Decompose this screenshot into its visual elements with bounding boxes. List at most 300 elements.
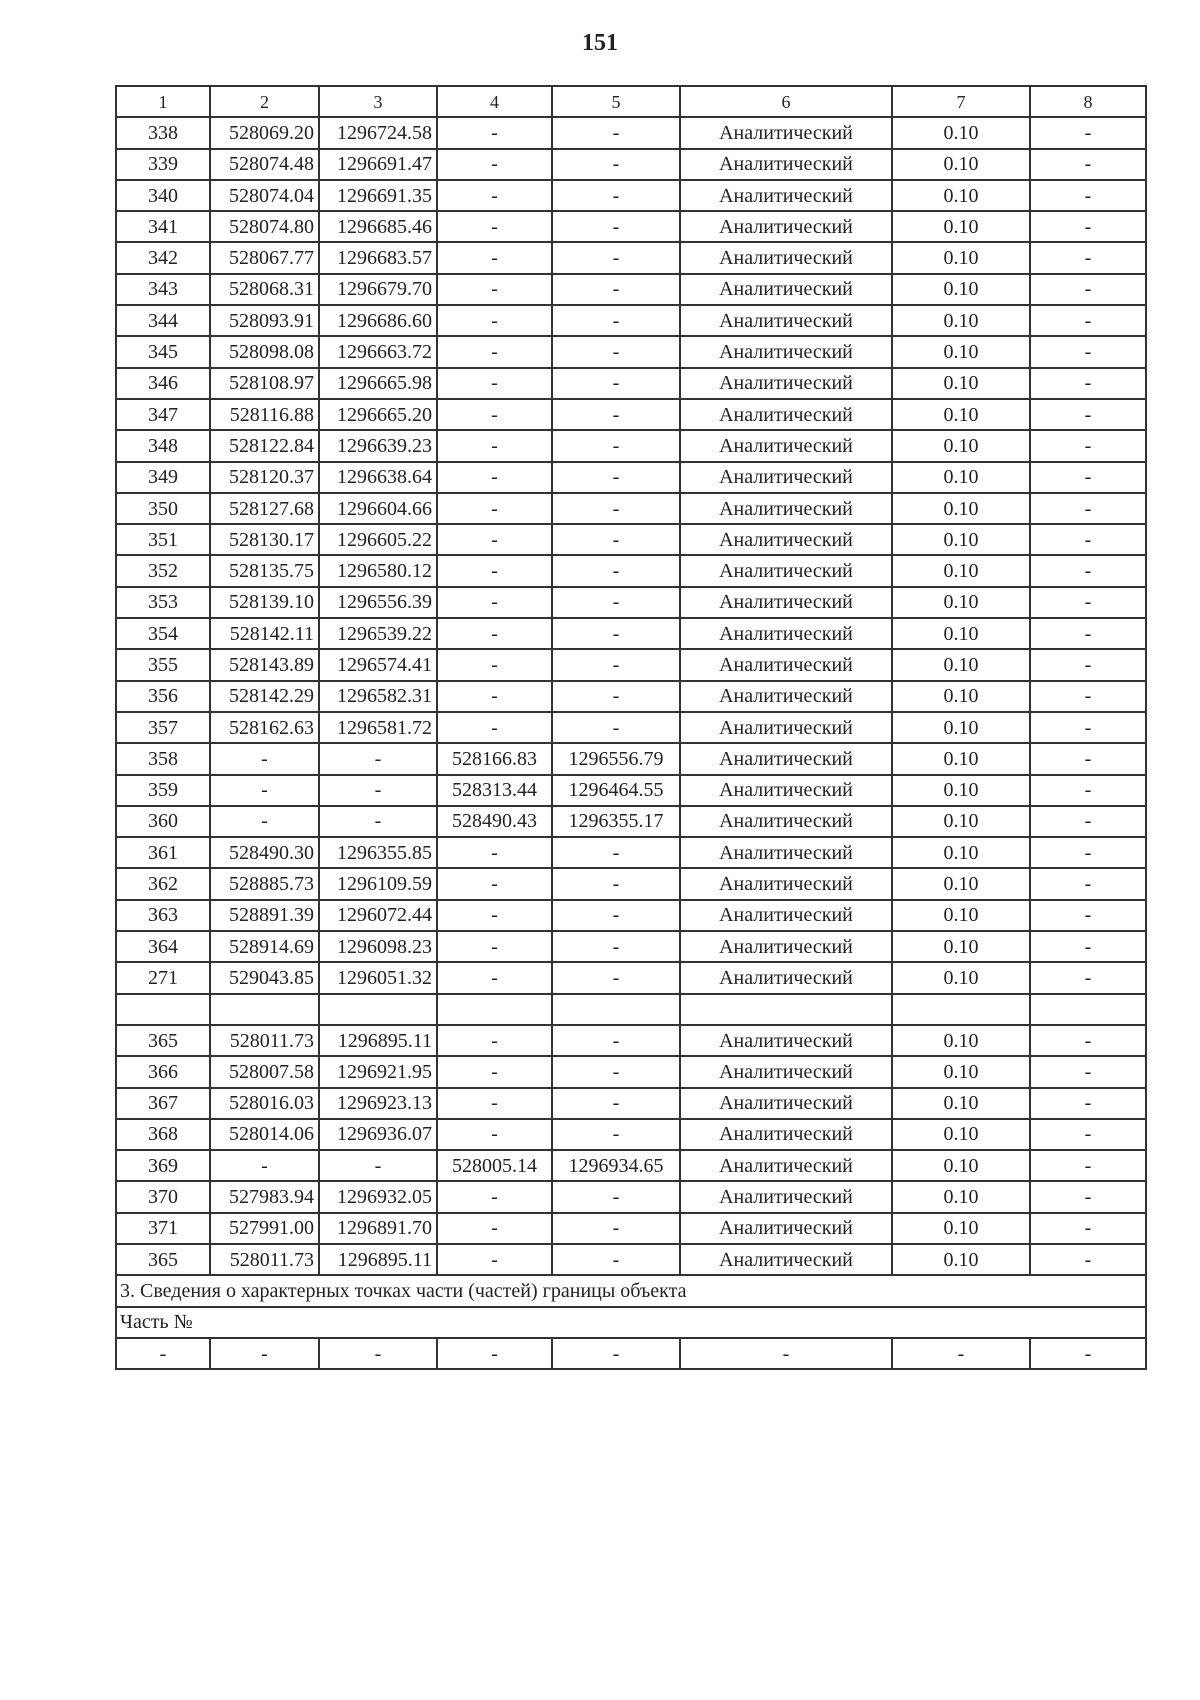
table-cell: 0.10 (892, 681, 1030, 712)
table-cell: - (1030, 368, 1146, 399)
table-cell: 528120.37 (210, 462, 319, 493)
table-cell: 0.10 (892, 1056, 1030, 1087)
table-cell: 528108.97 (210, 368, 319, 399)
table-cell: 528074.04 (210, 180, 319, 211)
page-number: 151 (582, 30, 618, 56)
table-cell: 1296685.46 (319, 211, 437, 242)
table-cell: 529043.85 (210, 962, 319, 993)
table-row (116, 1056, 1146, 1087)
table-cell: 528093.91 (210, 305, 319, 336)
table-cell: 528067.77 (210, 242, 319, 273)
table-cell: - (437, 681, 552, 712)
table-cell: 1296556.39 (319, 587, 437, 618)
table-cell: 528139.10 (210, 587, 319, 618)
table-cell: 0.10 (892, 712, 1030, 743)
section-title (116, 1275, 1146, 1306)
table-cell: Аналитический (680, 712, 892, 743)
table-cell: - (1030, 336, 1146, 367)
table-cell: - (1030, 1150, 1146, 1181)
table-cell: - (552, 524, 680, 555)
table-cell: 342 (116, 242, 210, 273)
table-cell: - (437, 1088, 552, 1119)
table-cell: 0.10 (892, 806, 1030, 837)
table-cell: - (437, 336, 552, 367)
table-cell: Аналитический (680, 305, 892, 336)
table-cell: 528007.58 (210, 1056, 319, 1087)
table-cell: 1296691.35 (319, 180, 437, 211)
coordinates-table (115, 85, 1147, 1370)
table-row (116, 368, 1146, 399)
table-cell: Аналитический (680, 931, 892, 962)
table-cell: - (552, 712, 680, 743)
table-cell: - (1030, 681, 1146, 712)
table-cell: 0.10 (892, 1181, 1030, 1212)
table-cell: - (1030, 587, 1146, 618)
table-cell: Аналитический (680, 1244, 892, 1275)
table-cell: - (1030, 712, 1146, 743)
table-cell: 1296581.72 (319, 712, 437, 743)
table-cell: 0.10 (892, 900, 1030, 931)
table-cell: Аналитический (680, 1150, 892, 1181)
table-cell: - (437, 837, 552, 868)
table-cell: - (437, 1025, 552, 1056)
table-row (116, 743, 1146, 774)
table-cell: 528885.73 (210, 868, 319, 899)
table-cell: 1296604.66 (319, 493, 437, 524)
table-cell: 528313.44 (437, 775, 552, 806)
table-row (116, 274, 1146, 305)
table-row (116, 1119, 1146, 1150)
table-row (116, 649, 1146, 680)
table-row (116, 305, 1146, 336)
table-cell: - (1030, 1056, 1146, 1087)
table-cell: - (319, 1338, 437, 1369)
table-cell: 366 (116, 1056, 210, 1087)
table-cell: - (552, 868, 680, 899)
table-cell: 349 (116, 462, 210, 493)
table-cell: 2 (210, 86, 319, 117)
table-cell: - (1030, 462, 1146, 493)
table-cell: 528016.03 (210, 1088, 319, 1119)
table-cell: 343 (116, 274, 210, 305)
table-cell: 1296098.23 (319, 931, 437, 962)
table-cell: 341 (116, 211, 210, 242)
table-cell: 0.10 (892, 430, 1030, 461)
table-cell: - (210, 743, 319, 774)
table-cell: 365 (116, 1025, 210, 1056)
table-cell: 1296923.13 (319, 1088, 437, 1119)
table-row (116, 587, 1146, 618)
table-cell: 0.10 (892, 931, 1030, 962)
table-cell: 353 (116, 587, 210, 618)
table-cell: 0.10 (892, 1213, 1030, 1244)
table-cell: 0.10 (892, 274, 1030, 305)
table-cell: - (1030, 180, 1146, 211)
table-cell: 0.10 (892, 649, 1030, 680)
table-cell: 528068.31 (210, 274, 319, 305)
table-cell: 0.10 (892, 743, 1030, 774)
table-cell: - (1030, 117, 1146, 148)
table-cell: - (1030, 900, 1146, 931)
table-cell: - (437, 931, 552, 962)
table-cell: 368 (116, 1119, 210, 1150)
table-cell: 346 (116, 368, 210, 399)
table-row (116, 180, 1146, 211)
table-cell: Аналитический (680, 368, 892, 399)
table-row (116, 712, 1146, 743)
table-cell: - (552, 399, 680, 430)
table-cell: Аналитический (680, 1119, 892, 1150)
table-cell: - (1030, 962, 1146, 993)
table-cell: - (437, 555, 552, 586)
table-cell: 1296665.98 (319, 368, 437, 399)
table-cell: - (552, 117, 680, 148)
table-cell (210, 994, 319, 1025)
table-cell: 358 (116, 743, 210, 774)
table-cell: 0.10 (892, 837, 1030, 868)
table-row (116, 117, 1146, 148)
table-cell: - (437, 587, 552, 618)
table-cell: - (552, 1213, 680, 1244)
table-cell: 528914.69 (210, 931, 319, 962)
table-cell: 361 (116, 837, 210, 868)
table-cell: Аналитический (680, 1056, 892, 1087)
table-row (116, 430, 1146, 461)
table-cell (1030, 994, 1146, 1025)
table-cell: 1296605.22 (319, 524, 437, 555)
table-row (116, 462, 1146, 493)
table-cell: 1 (116, 86, 210, 117)
table-cell: 1296638.64 (319, 462, 437, 493)
table-cell: - (552, 1244, 680, 1275)
table-cell: 528069.20 (210, 117, 319, 148)
table-cell: 0.10 (892, 587, 1030, 618)
table-cell: Аналитический (680, 180, 892, 211)
table-cell: 528074.48 (210, 149, 319, 180)
table-cell: - (1030, 149, 1146, 180)
table-cell: - (552, 493, 680, 524)
table-cell: 0.10 (892, 149, 1030, 180)
table-cell: 1296895.11 (319, 1244, 437, 1275)
table-cell: - (1030, 1119, 1146, 1150)
part-label-text: Часть № (116, 1307, 1146, 1338)
table-cell: 1296665.20 (319, 399, 437, 430)
table-cell: 338 (116, 117, 210, 148)
table-cell: - (210, 806, 319, 837)
table-cell (552, 994, 680, 1025)
table-cell: - (552, 242, 680, 273)
table-cell: 528135.75 (210, 555, 319, 586)
table-cell: - (437, 430, 552, 461)
table-cell: - (437, 1338, 552, 1369)
table-cell: 0.10 (892, 336, 1030, 367)
table-cell: 528098.08 (210, 336, 319, 367)
table-cell: 0.10 (892, 1025, 1030, 1056)
table-cell: - (552, 1181, 680, 1212)
table-cell: - (1030, 1213, 1146, 1244)
part-row (116, 1338, 1146, 1369)
table-row (116, 242, 1146, 273)
table-cell: 0.10 (892, 462, 1030, 493)
table-cell: - (437, 462, 552, 493)
table-cell: Аналитический (680, 1088, 892, 1119)
table-cell: - (552, 368, 680, 399)
table-cell: - (552, 900, 680, 931)
table-cell: Аналитический (680, 649, 892, 680)
table-cell: 528074.80 (210, 211, 319, 242)
table-cell: - (1030, 1181, 1146, 1212)
table-row (116, 806, 1146, 837)
table-row (116, 336, 1146, 367)
table-cell: 1296683.57 (319, 242, 437, 273)
table-cell: 528116.88 (210, 399, 319, 430)
table-cell: - (552, 555, 680, 586)
table-cell: - (552, 587, 680, 618)
table-cell: 528011.73 (210, 1025, 319, 1056)
table-cell: 4 (437, 86, 552, 117)
table-cell (892, 994, 1030, 1025)
table-cell: - (1030, 618, 1146, 649)
table-cell: 0.10 (892, 211, 1030, 242)
table-cell: - (437, 305, 552, 336)
table-cell: 350 (116, 493, 210, 524)
table-cell: 528490.30 (210, 837, 319, 868)
table-cell: 0.10 (892, 493, 1030, 524)
section-title-text: 3. Сведения о характерных точках части (частей) границы объекта (116, 1275, 1146, 1306)
table-cell: 7 (892, 86, 1030, 117)
table-cell: Аналитический (680, 493, 892, 524)
table-cell: 1296556.79 (552, 743, 680, 774)
table-row (116, 775, 1146, 806)
table-row (116, 211, 1146, 242)
table-cell: Аналитический (680, 524, 892, 555)
table-cell: 1296895.11 (319, 1025, 437, 1056)
table-cell: 528142.11 (210, 618, 319, 649)
table-row (116, 681, 1146, 712)
table-cell: - (319, 743, 437, 774)
table-cell: 340 (116, 180, 210, 211)
table-cell: - (680, 1338, 892, 1369)
table-cell: Аналитический (680, 336, 892, 367)
table-cell: 8 (1030, 86, 1146, 117)
table-cell: - (1030, 555, 1146, 586)
table-cell: - (437, 712, 552, 743)
table-cell: 348 (116, 430, 210, 461)
table-cell: Аналитический (680, 1025, 892, 1056)
table-cell: 528127.68 (210, 493, 319, 524)
table-cell: - (437, 368, 552, 399)
table-cell: 347 (116, 399, 210, 430)
table-cell: - (437, 1244, 552, 1275)
table-cell: 367 (116, 1088, 210, 1119)
table-cell: - (437, 1119, 552, 1150)
table-cell: - (437, 399, 552, 430)
table-cell: - (437, 180, 552, 211)
table-row (116, 399, 1146, 430)
table-cell: 0.10 (892, 368, 1030, 399)
table-cell: - (1030, 837, 1146, 868)
table-cell: Аналитический (680, 399, 892, 430)
table-cell: - (552, 430, 680, 461)
table-cell: 357 (116, 712, 210, 743)
table-cell: - (552, 305, 680, 336)
table-cell: - (552, 618, 680, 649)
table-cell: 1296639.23 (319, 430, 437, 461)
table-cell: Аналитический (680, 117, 892, 148)
table-cell: - (1030, 242, 1146, 273)
table-cell: 364 (116, 931, 210, 962)
table-cell: - (437, 211, 552, 242)
table-cell: 528490.43 (437, 806, 552, 837)
table-cell: Аналитический (680, 837, 892, 868)
table-cell: 370 (116, 1181, 210, 1212)
table-cell: - (1030, 931, 1146, 962)
table-cell: 339 (116, 149, 210, 180)
table-cell (116, 994, 210, 1025)
table-cell: - (552, 1056, 680, 1087)
table-cell: 0.10 (892, 524, 1030, 555)
table-cell: - (552, 1338, 680, 1369)
table-cell: 528142.29 (210, 681, 319, 712)
table-cell: Аналитический (680, 900, 892, 931)
table-cell: 0.10 (892, 117, 1030, 148)
table-cell: Аналитический (680, 149, 892, 180)
table-cell: Аналитический (680, 242, 892, 273)
table-cell: 0.10 (892, 962, 1030, 993)
table-cell: 1296355.85 (319, 837, 437, 868)
table-row (116, 837, 1146, 868)
table-row (116, 149, 1146, 180)
table-cell: 1296539.22 (319, 618, 437, 649)
table-cell: - (437, 1056, 552, 1087)
table-cell: - (1030, 399, 1146, 430)
table-cell: 0.10 (892, 555, 1030, 586)
table-cell: 528005.14 (437, 1150, 552, 1181)
table-cell: Аналитический (680, 868, 892, 899)
table-cell: - (437, 900, 552, 931)
table-cell: - (1030, 274, 1146, 305)
table-cell: 0.10 (892, 1119, 1030, 1150)
table-cell: - (437, 117, 552, 148)
table-cell: 528166.83 (437, 743, 552, 774)
table-cell: 369 (116, 1150, 210, 1181)
table-cell: - (319, 775, 437, 806)
table-row (116, 1181, 1146, 1212)
table-cell: - (437, 242, 552, 273)
table-cell: Аналитический (680, 462, 892, 493)
table-cell: Аналитический (680, 1213, 892, 1244)
table-row (116, 900, 1146, 931)
table-cell: 271 (116, 962, 210, 993)
table-cell: - (552, 1119, 680, 1150)
table-cell: Аналитический (680, 1181, 892, 1212)
table-cell: - (437, 1213, 552, 1244)
table-cell: - (552, 336, 680, 367)
table-cell: 1296936.07 (319, 1119, 437, 1150)
table-cell: - (552, 931, 680, 962)
table-cell: 365 (116, 1244, 210, 1275)
table-cell: 0.10 (892, 305, 1030, 336)
table-cell: 0.10 (892, 1244, 1030, 1275)
table-cell: 1296891.70 (319, 1213, 437, 1244)
table-cell: 344 (116, 305, 210, 336)
table-cell: - (319, 1150, 437, 1181)
table-cell: 1296921.95 (319, 1056, 437, 1087)
table-cell: - (437, 618, 552, 649)
table-row (116, 1213, 1146, 1244)
table-cell: - (210, 775, 319, 806)
table-cell: Аналитический (680, 618, 892, 649)
table-cell: 0.10 (892, 868, 1030, 899)
table-cell: 528143.89 (210, 649, 319, 680)
table-cell: 371 (116, 1213, 210, 1244)
table-cell: - (437, 868, 552, 899)
table-cell: - (1030, 649, 1146, 680)
table-row (116, 931, 1146, 962)
table-cell: - (552, 681, 680, 712)
table-row (116, 618, 1146, 649)
table-cell: - (1030, 211, 1146, 242)
table-cell: - (437, 493, 552, 524)
table-cell: - (1030, 868, 1146, 899)
table-cell (319, 994, 437, 1025)
table-cell: - (552, 1088, 680, 1119)
table-cell (680, 994, 892, 1025)
table-cell: 1296932.05 (319, 1181, 437, 1212)
table-cell: 354 (116, 618, 210, 649)
table-cell: 360 (116, 806, 210, 837)
table-cell: 0.10 (892, 618, 1030, 649)
table-cell: 5 (552, 86, 680, 117)
table-cell: 528891.39 (210, 900, 319, 931)
table-row (116, 868, 1146, 899)
table-cell: 527983.94 (210, 1181, 319, 1212)
table-cell: 1296934.65 (552, 1150, 680, 1181)
table-row (116, 1244, 1146, 1275)
table-cell: 528014.06 (210, 1119, 319, 1150)
table-cell: 1296663.72 (319, 336, 437, 367)
table-cell: - (1030, 1025, 1146, 1056)
table-cell: 1296464.55 (552, 775, 680, 806)
table-cell: Аналитический (680, 430, 892, 461)
table-cell: 1296355.17 (552, 806, 680, 837)
table-cell: 1296574.41 (319, 649, 437, 680)
table-cell: - (1030, 305, 1146, 336)
table-cell: - (552, 149, 680, 180)
table-cell: 1296072.44 (319, 900, 437, 931)
table-cell: Аналитический (680, 962, 892, 993)
table-row (116, 524, 1146, 555)
table-cell: 0.10 (892, 399, 1030, 430)
table-cell: - (1030, 743, 1146, 774)
table-cell: 1296686.60 (319, 305, 437, 336)
table-cell: - (437, 274, 552, 305)
table-cell: 6 (680, 86, 892, 117)
table-cell: 1296582.31 (319, 681, 437, 712)
table-cell: 363 (116, 900, 210, 931)
table-cell: - (552, 274, 680, 305)
table-cell: - (552, 1025, 680, 1056)
table-cell: 528011.73 (210, 1244, 319, 1275)
table-cell: Аналитический (680, 681, 892, 712)
table-cell: 0.10 (892, 242, 1030, 273)
table-cell: Аналитический (680, 587, 892, 618)
table-cell: - (319, 806, 437, 837)
table-cell: - (552, 211, 680, 242)
header-row (116, 86, 1146, 117)
table-cell: - (552, 649, 680, 680)
table-row (116, 1088, 1146, 1119)
